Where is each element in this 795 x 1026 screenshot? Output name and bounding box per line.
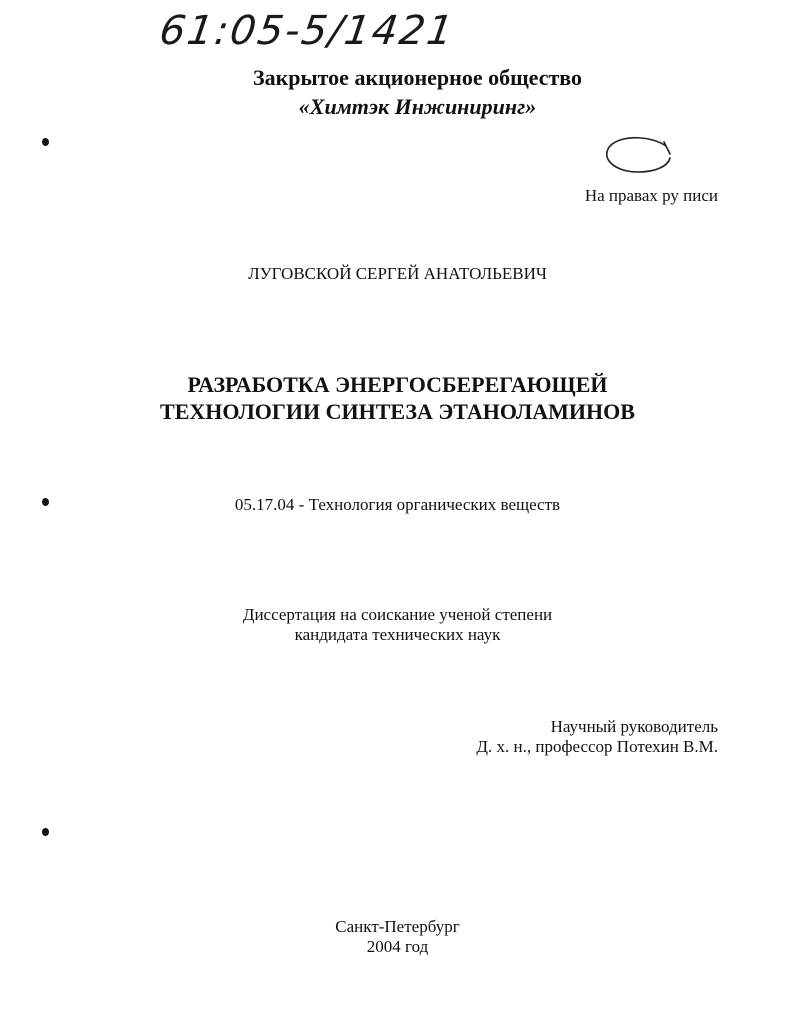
thesis-title-line1: РАЗРАБОТКА ЭНЕРГОСБЕРЕГАЮЩЕЙ: [187, 372, 608, 397]
organization-line1: Закрытое акционерное общество: [252, 65, 583, 90]
manuscript-note: На правах ру писи: [584, 186, 718, 205]
archive-code: 61:05-5/1421: [156, 8, 458, 54]
specialty: 05.17.04 - Технология органических веществ: [234, 495, 561, 514]
dissertation-line1: Диссертация на соискание ученой степени: [242, 605, 553, 624]
city: Санкт-Петербург: [335, 917, 460, 936]
signature-mark: [600, 132, 680, 182]
punch-hole-icon: [42, 138, 49, 146]
organization-line2: «Химтэк Инжиниринг»: [298, 94, 537, 119]
punch-hole-icon: [42, 828, 49, 836]
author-name: ЛУГОВСКОЙ СЕРГЕЙ АНАТОЛЬЕВИЧ: [248, 264, 547, 283]
supervisor-label: Научный руководитель: [550, 717, 718, 736]
thesis-title-line2: ТЕХНОЛОГИИ СИНТЕЗА ЭТАНОЛАМИНОВ: [160, 399, 635, 424]
supervisor-name: Д. х. н., профессор Потехин В.М.: [476, 737, 718, 756]
year: 2004 год: [366, 937, 429, 956]
dissertation-line2: кандидата технических наук: [294, 625, 501, 644]
punch-hole-icon: [42, 498, 49, 506]
